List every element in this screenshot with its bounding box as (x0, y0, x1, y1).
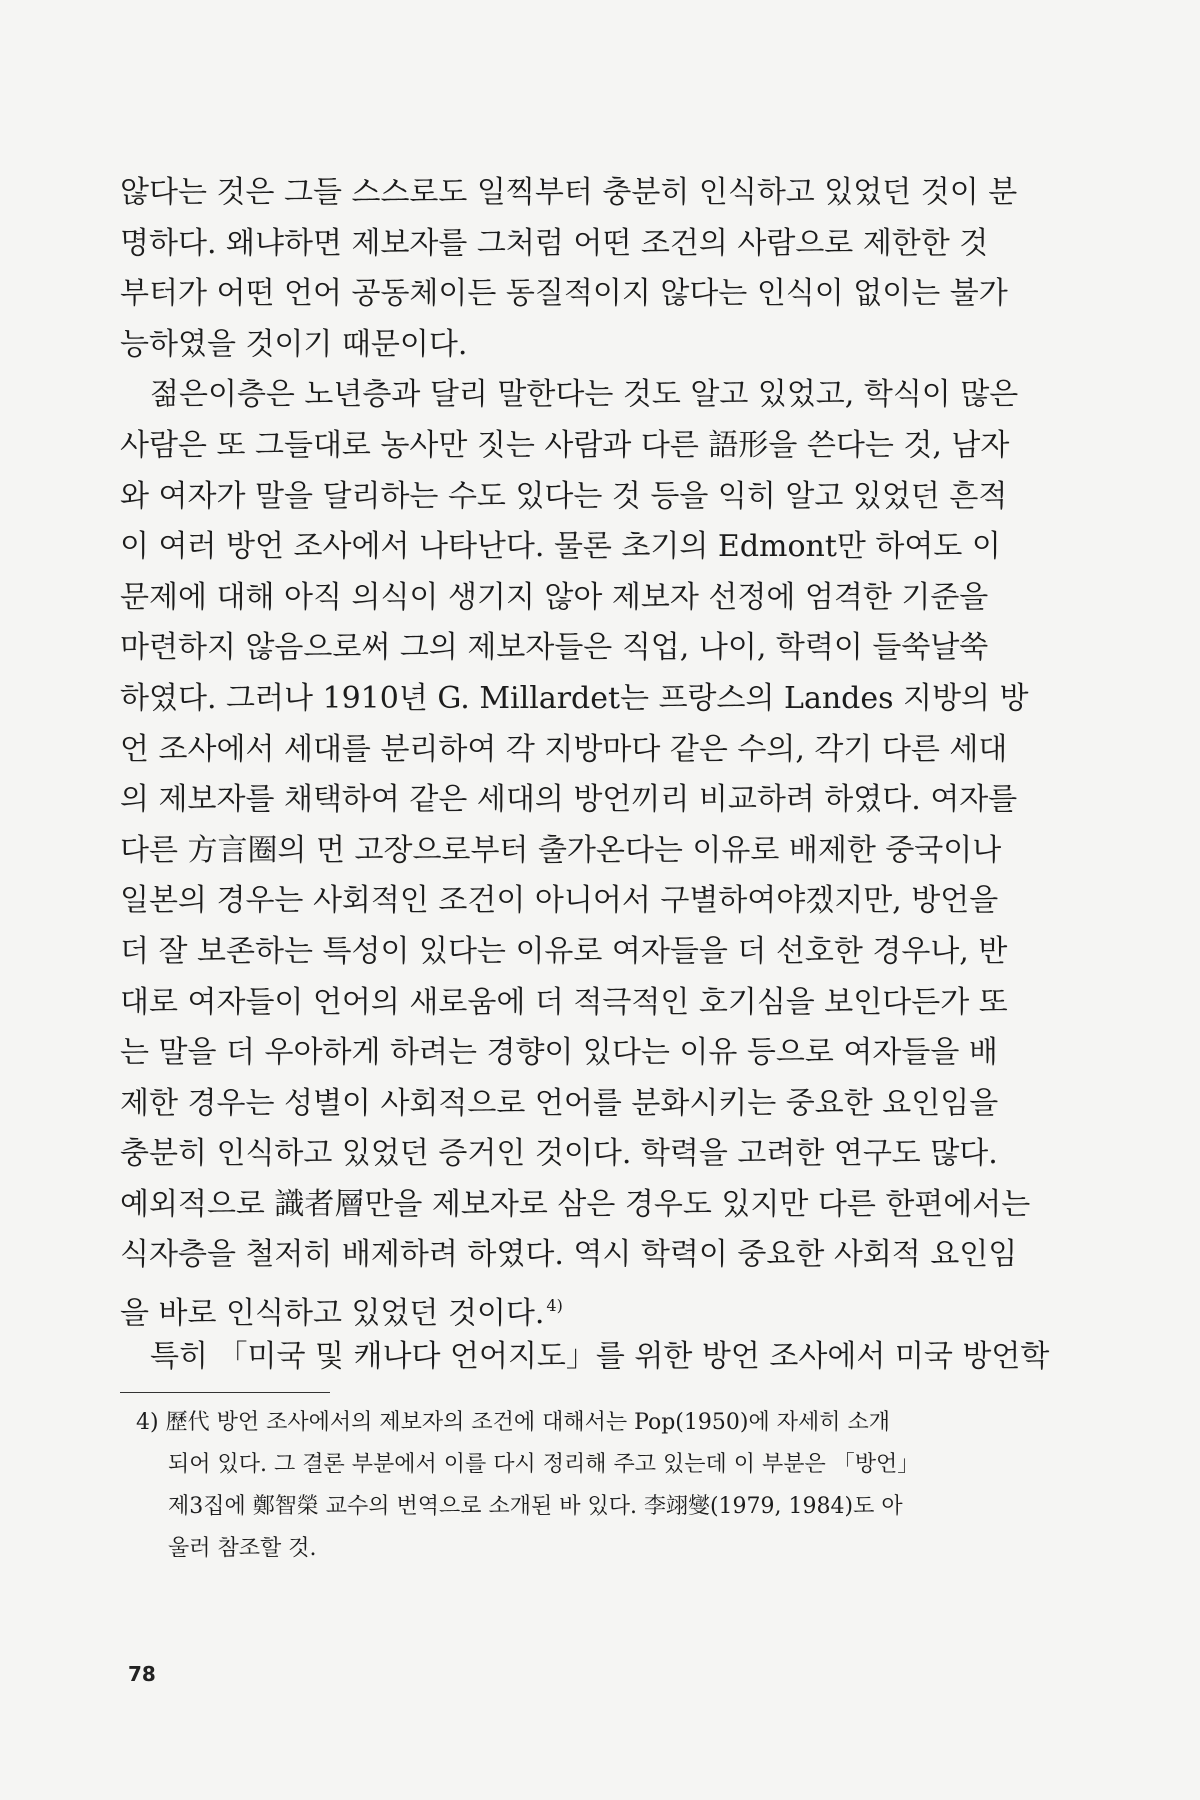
text-line: 마련하지 않음으로써 그의 제보자들은 직업, 나이, 학력이 들쑥날쑥 (120, 630, 989, 666)
footnote-reference[interactable]: 4) (546, 1296, 563, 1316)
text-line: 일본의 경우는 사회적인 조건이 아니어서 구별하여야겠지만, 방언을 (120, 883, 999, 919)
text-line: 대로 여자들이 언어의 새로움에 더 적극적인 호기심을 보인다든가 또 (120, 984, 1008, 1020)
text-line: 충분히 인식하고 있었던 증거인 것이다. 학력을 고려한 연구도 많다. (120, 1136, 998, 1172)
paragraph-start-line: 젊은이층은 노년층과 달리 말한다는 것도 알고 있었고, 학식이 많은 (150, 377, 1019, 413)
text-line: 와 여자가 말을 달리하는 수도 있다는 것 등을 익히 알고 있었던 흔적 (120, 478, 1008, 514)
text-line: 명하다. 왜냐하면 제보자를 그처럼 어떤 조건의 사람으로 제한한 것 (120, 225, 989, 261)
footnote (120, 1402, 1035, 1570)
text-line (120, 1281, 1035, 1332)
footnote-line: 울러 참조할 것. (168, 1536, 317, 1561)
footnote-line: 4) 歷代 방언 조사에서의 제보자의 조건에 대해서는 Pop(1950)에 자세히 소개 (136, 1410, 890, 1435)
text-line: 부터가 어떤 언어 공동체이든 동질적이지 않다는 인식이 없이는 불가 (120, 276, 1008, 312)
text-line: 제한 경우는 성별이 사회적으로 언어를 분화시키는 중요한 요인임을 (120, 1085, 999, 1121)
body-text (120, 168, 1050, 1382)
text-line: 는 말을 더 우아하게 하려는 경향이 있다는 이유 등으로 여자들을 배 (120, 1035, 998, 1071)
footnote-line: 되어 있다. 그 결론 부분에서 이를 다시 정리해 주고 있는데 이 부분은 「방언」 (168, 1452, 920, 1477)
paragraph-start-line: 특히 「미국 및 캐나다 언어지도」를 위한 방언 조사에서 미국 방언학 (150, 1338, 1050, 1374)
text-line: 더 잘 보존하는 특성이 있다는 이유로 여자들을 더 선호한 경우나, 반 (120, 933, 1008, 969)
footnote-divider (120, 1392, 330, 1393)
text-line: 하였다. 그러나 1910년 G. Millardet는 프랑스의 Landes 지방의 방 (120, 680, 1029, 716)
text-line: 언 조사에서 세대를 분리하여 각 지방마다 같은 수의, 각기 다른 세대 (120, 731, 1008, 767)
text-line: 이 여러 방언 조사에서 나타난다. 물론 초기의 Edmont만 하여도 이 (120, 529, 1001, 565)
text-line: 식자층을 철저히 배제하려 하였다. 역시 학력이 중요한 사회적 요인임 (120, 1237, 1018, 1273)
page-number: 78 (128, 1662, 156, 1686)
text-line: 예외적으로 識者層만을 제보자로 삼은 경우도 있지만 다른 한편에서는 (120, 1186, 1031, 1222)
text-line: 다른 方言圈의 먼 고장으로부터 출가온다는 이유로 배제한 중국이나 (120, 832, 1002, 868)
footnote-line: 제3집에 鄭智榮 교수의 번역으로 소개된 바 있다. 李翊燮(1979, 1984)도 아 (168, 1494, 903, 1519)
text-line: 않다는 것은 그들 스스로도 일찍부터 충분히 인식하고 있었던 것이 분 (120, 175, 1018, 210)
text-line: 문제에 대해 아직 의식이 생기지 않아 제보자 선정에 엄격한 기준을 (120, 579, 989, 615)
text-line: 능하였을 것이기 때문이다. (120, 326, 468, 362)
text-line: 사람은 또 그들대로 농사만 짓는 사람과 다른 語形을 쓴다는 것, 남자 (120, 427, 1010, 463)
text-line: 의 제보자를 채택하여 같은 세대의 방언끼리 비교하려 하였다. 여자를 (120, 782, 1018, 818)
text-line-content: 을 바로 인식하고 있었던 것이다. (120, 1296, 545, 1332)
